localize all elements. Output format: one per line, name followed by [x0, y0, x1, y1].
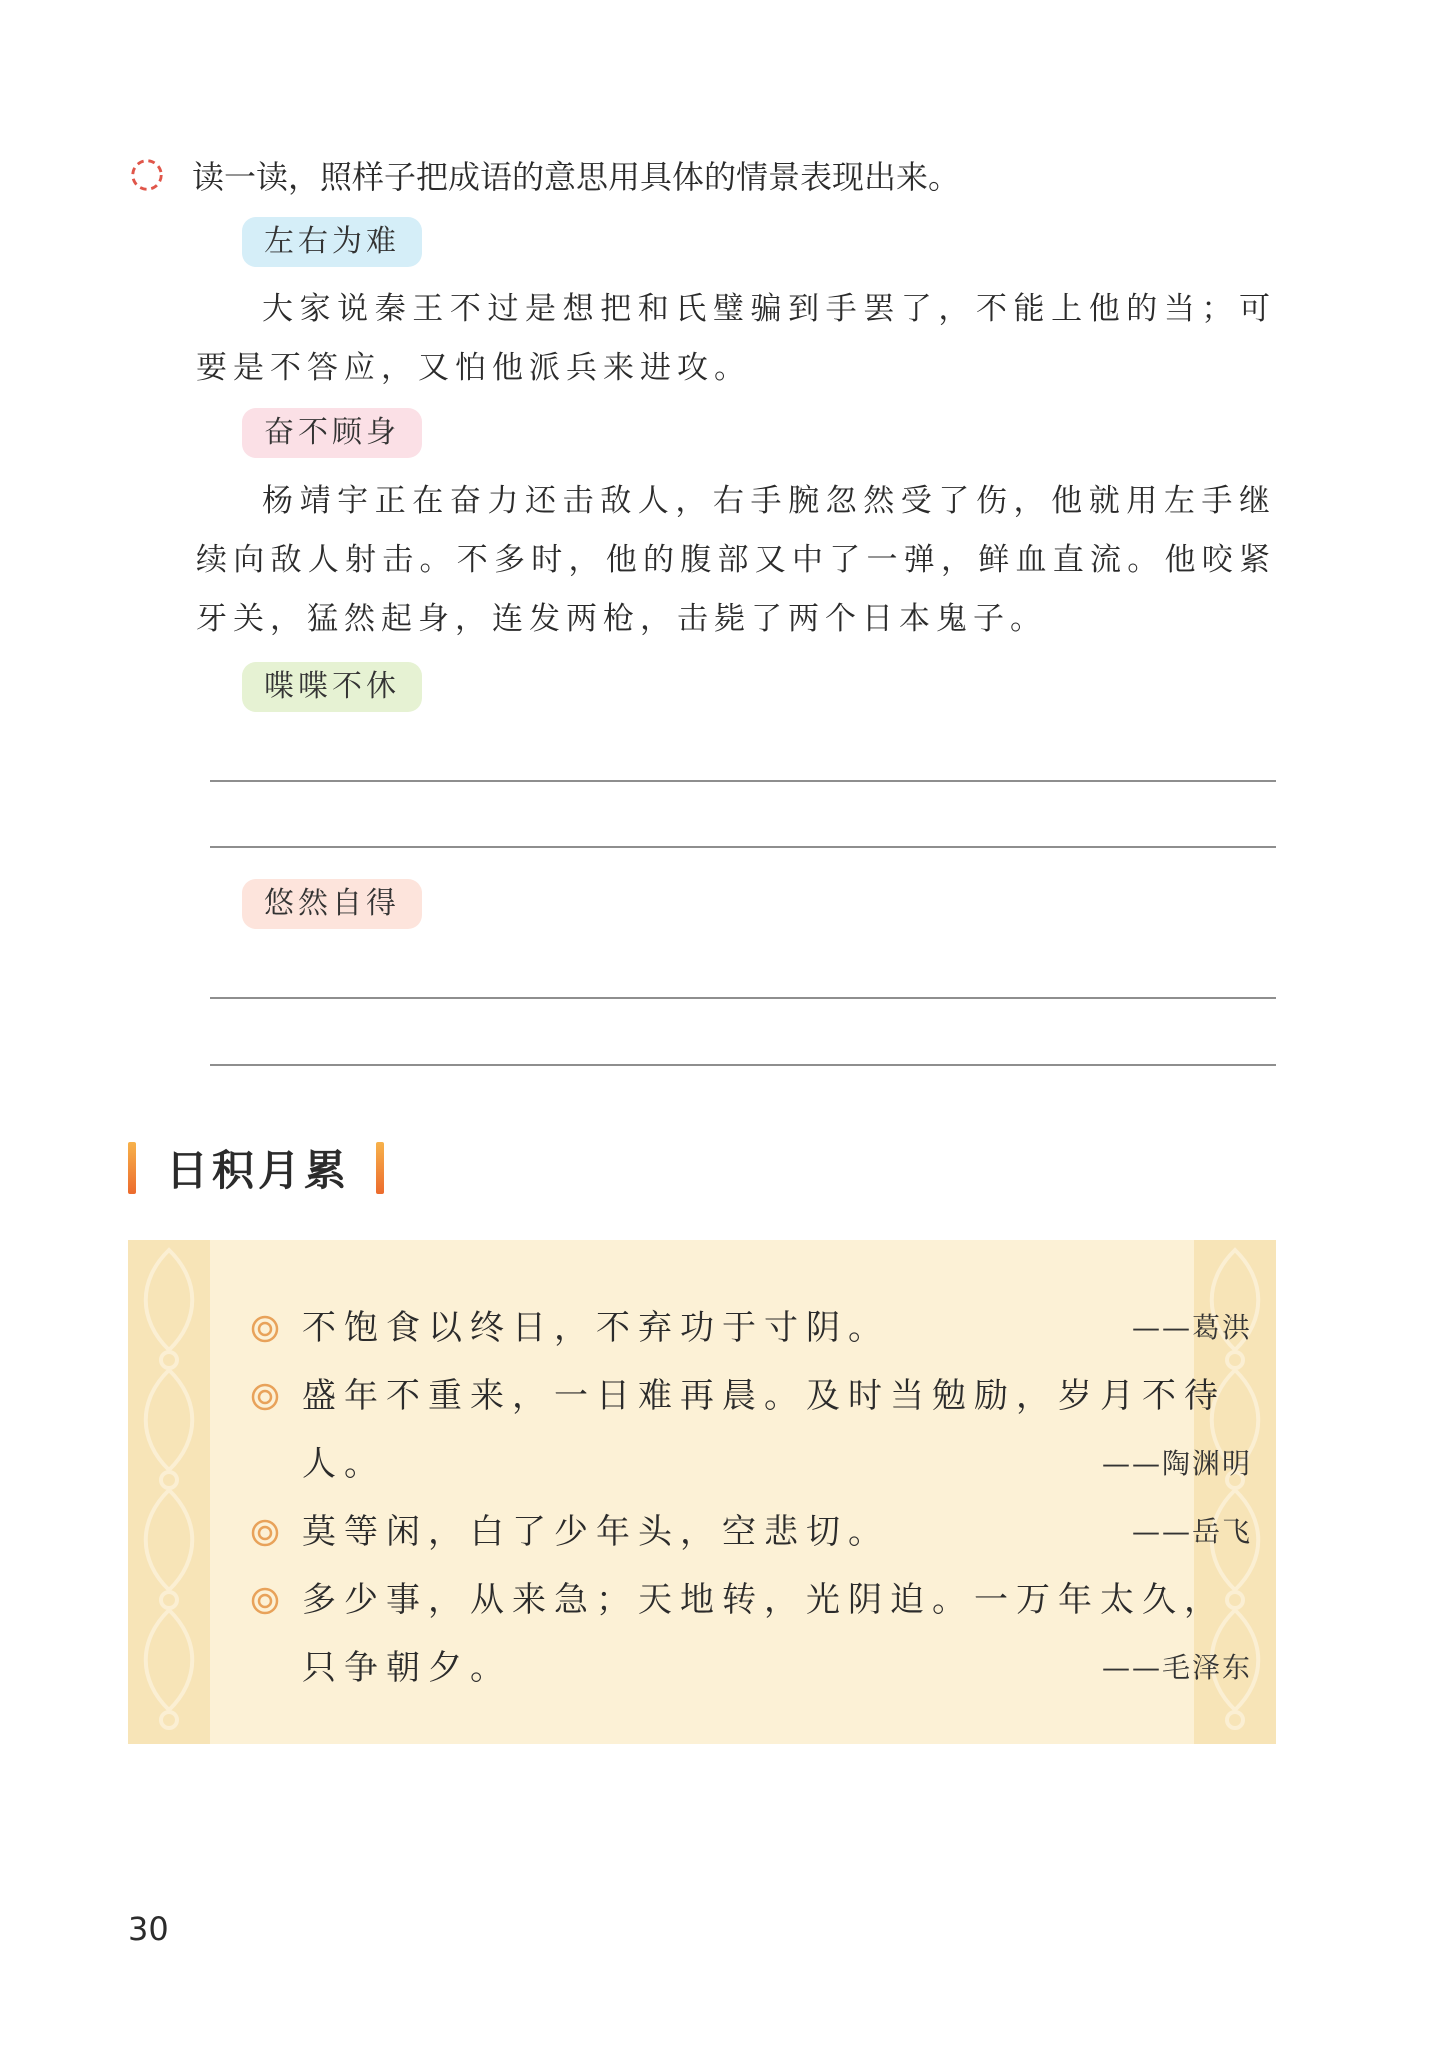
quote-text: 莫等闲，白了少年头，空悲切。	[302, 1512, 890, 1552]
quote-item	[302, 1498, 1252, 1566]
quote-text: 盛年不重来，一日难再晨。及时当勉励，岁月不待人。	[302, 1376, 1226, 1484]
quote-author: ——陶渊明	[1101, 1447, 1252, 1480]
idiom-tag-diediebuxiu: 喋喋不休	[242, 662, 422, 712]
dashed-circle-icon	[128, 156, 166, 194]
idiom-tag-zuoyouweinan: 左右为难	[242, 217, 422, 267]
quotes-panel	[128, 1240, 1276, 1744]
page-number: 30	[128, 1910, 169, 1948]
quote-author: ——毛泽东	[1101, 1651, 1252, 1684]
quote-item	[302, 1294, 1252, 1362]
heading-bar-left	[128, 1142, 136, 1194]
double-circle-bullet-icon	[250, 1382, 280, 1412]
quote-text: 多少事，从来急；天地转，光阴迫。一万年太久，只争朝夕。	[302, 1580, 1226, 1688]
quote-author: ——葛洪	[1131, 1311, 1252, 1344]
double-circle-bullet-icon	[250, 1314, 280, 1344]
writing-line[interactable]	[210, 780, 1276, 782]
quote-author: ——岳飞	[1131, 1515, 1252, 1548]
ornament-pattern-left	[128, 1240, 210, 1744]
idiom-tag-youranzide: 悠然自得	[242, 879, 422, 929]
quote-item	[302, 1566, 1252, 1702]
writing-line[interactable]	[210, 997, 1276, 999]
instruction-text: 读一读，照样子把成语的意思用具体的情景表现出来。	[192, 158, 961, 196]
quote-item	[302, 1362, 1252, 1498]
double-circle-bullet-icon	[250, 1518, 280, 1548]
double-circle-bullet-icon	[250, 1586, 280, 1616]
heading-bar-right	[376, 1142, 384, 1194]
section-heading	[128, 1140, 384, 1196]
writing-line[interactable]	[210, 1064, 1276, 1066]
idiom-example-2: 杨靖宇正在奋力还击敌人，右手腕忽然受了伤，他就用左手继续向敌人射击。不多时，他的腹部又中了一弹，鲜血直流。他咬紧牙关，猛然起身，连发两枪，击毙了两个日本鬼子。	[196, 483, 1276, 637]
exercise-instruction	[128, 152, 960, 198]
idiom-example-1: 大家说秦王不过是想把和氏璧骗到手罢了，不能上他的当；可要是不答应，又怕他派兵来进攻。	[196, 291, 1276, 386]
quote-text: 不饱食以终日，不弃功于寸阴。	[302, 1308, 890, 1348]
writing-line[interactable]	[210, 846, 1276, 848]
section-title: 日积月累	[166, 1146, 351, 1195]
idiom-tag-fenbugushen: 奋不顾身	[242, 408, 422, 458]
